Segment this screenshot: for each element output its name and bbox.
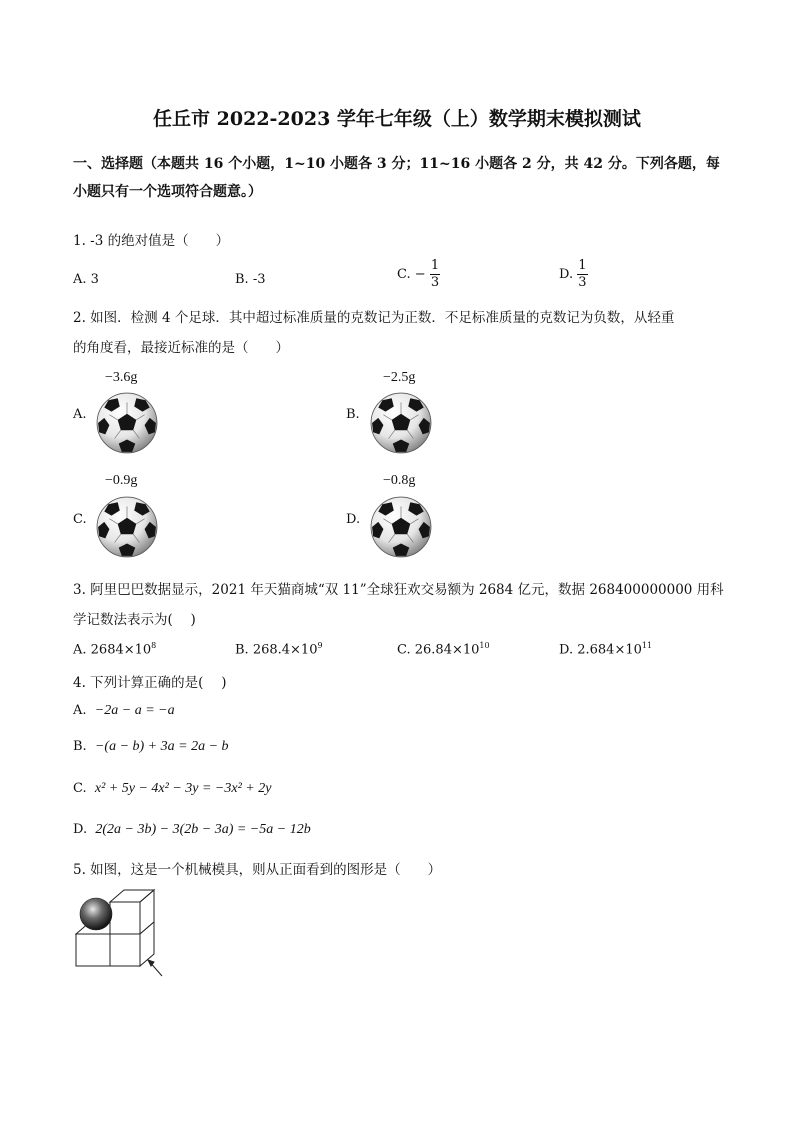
question-2-stem-line2: 的角度看，最接近标准的是（ ） xyxy=(73,340,289,356)
fraction-numerator: 1 xyxy=(430,258,440,273)
question-3-stem-line2: 学记数法表示为( ) xyxy=(73,612,196,628)
fraction-numerator: 1 xyxy=(578,258,587,273)
q3-option-d[interactable] xyxy=(559,641,652,657)
q2-mass-b: −2.5g xyxy=(383,370,416,385)
q4-option-b-expression: −(a − b) + 3a = 2a − b xyxy=(94,739,229,754)
q1-option-d-label: D. xyxy=(559,267,574,282)
q2-mass-d: −0.8g xyxy=(383,473,416,488)
soccer-ball-d-image xyxy=(370,496,432,558)
q1-option-a[interactable]: A. 3 xyxy=(73,272,99,287)
q4-option-d[interactable] xyxy=(73,822,311,838)
fraction-denominator: 3 xyxy=(578,275,587,290)
soccer-ball-b-image xyxy=(370,392,432,454)
q3-option-a-base: A. 2684×10 xyxy=(73,642,152,658)
q3-option-a[interactable] xyxy=(73,641,156,657)
question-4-stem: 4. 下列计算正确的是( ) xyxy=(73,675,227,691)
question-5-stem: 5. 如图，这是一个机械模具，则从正面看到的图形是（ ） xyxy=(73,862,442,878)
q3-option-b-base: B. 268.4×10 xyxy=(235,642,318,658)
q3-option-c-exponent: 10 xyxy=(479,641,490,650)
q1-option-c-fraction xyxy=(430,258,440,291)
q2-option-a[interactable]: A. xyxy=(73,407,87,422)
page-title: 任丘市 2022-2023 学年七年级（上）数学期末模拟测试 xyxy=(153,108,641,130)
q4-option-a-expression: −2a − a = −a xyxy=(94,703,175,718)
q1-option-c-label: C. xyxy=(397,267,411,282)
q3-option-c-base: C. 26.84×10 xyxy=(397,642,480,658)
q3-option-b[interactable] xyxy=(235,641,323,657)
q1-option-d[interactable] xyxy=(559,258,588,291)
q4-option-d-expression: 2(2a − 3b) − 3(2b − 3a) = −5a − 12b xyxy=(95,822,311,837)
q1-option-c[interactable] xyxy=(397,258,440,291)
q4-option-a[interactable] xyxy=(73,703,175,719)
fraction-denominator: 3 xyxy=(430,275,440,290)
q3-option-c[interactable] xyxy=(397,641,490,657)
soccer-ball-c-image xyxy=(96,496,158,558)
question-3-stem-line1: 3. 阿里巴巴数据显示，2021 年天猫商城“双 11”全球狂欢交易额为 2684 亿元，数据 268400000000 用科 xyxy=(73,582,724,598)
soccer-ball-a-image xyxy=(96,392,158,454)
q4-option-c-expression: x² + 5y − 4x² − 3y = −3x² + 2y xyxy=(94,781,272,796)
q4-option-c-label: C. xyxy=(73,781,87,796)
question-2-stem-line1: 2. 如图．检测 4 个足球．其中超过标准质量的克数记为正数．不足标准质量的克数记为负数，从轻重 xyxy=(73,310,675,326)
q4-option-b[interactable] xyxy=(73,739,229,755)
section-heading: 一、选择题（本题共 16 个小题，1~10 小题各 3 分；11~16 小题各 2 分，共 42 分。下列各题，每小题只有一个选项符合题意。） xyxy=(73,156,720,200)
q4-option-a-label: A. xyxy=(73,703,87,718)
q1-option-b[interactable]: B. -3 xyxy=(235,272,266,287)
q3-option-a-exponent: 8 xyxy=(151,641,157,650)
q2-option-b[interactable]: B. xyxy=(346,407,360,422)
q2-mass-c: −0.9g xyxy=(105,473,138,488)
q4-option-d-label: D. xyxy=(73,822,88,837)
q2-mass-a: −3.6g xyxy=(105,370,138,385)
q4-option-b-label: B. xyxy=(73,739,87,754)
q2-option-c[interactable]: C. xyxy=(73,512,87,527)
q3-option-d-exponent: 11 xyxy=(641,641,653,650)
q1-option-c-sign: − xyxy=(414,267,426,282)
q3-option-d-base: D. 2.684×10 xyxy=(559,642,642,658)
q2-option-d[interactable]: D. xyxy=(346,512,361,527)
q1-option-d-fraction xyxy=(577,258,587,291)
mechanical-mold-figure xyxy=(70,884,170,980)
q3-option-b-exponent: 9 xyxy=(317,641,323,650)
question-1-stem: 1. -3 的绝对值是（ ） xyxy=(73,233,230,249)
q4-option-c[interactable] xyxy=(73,781,271,797)
